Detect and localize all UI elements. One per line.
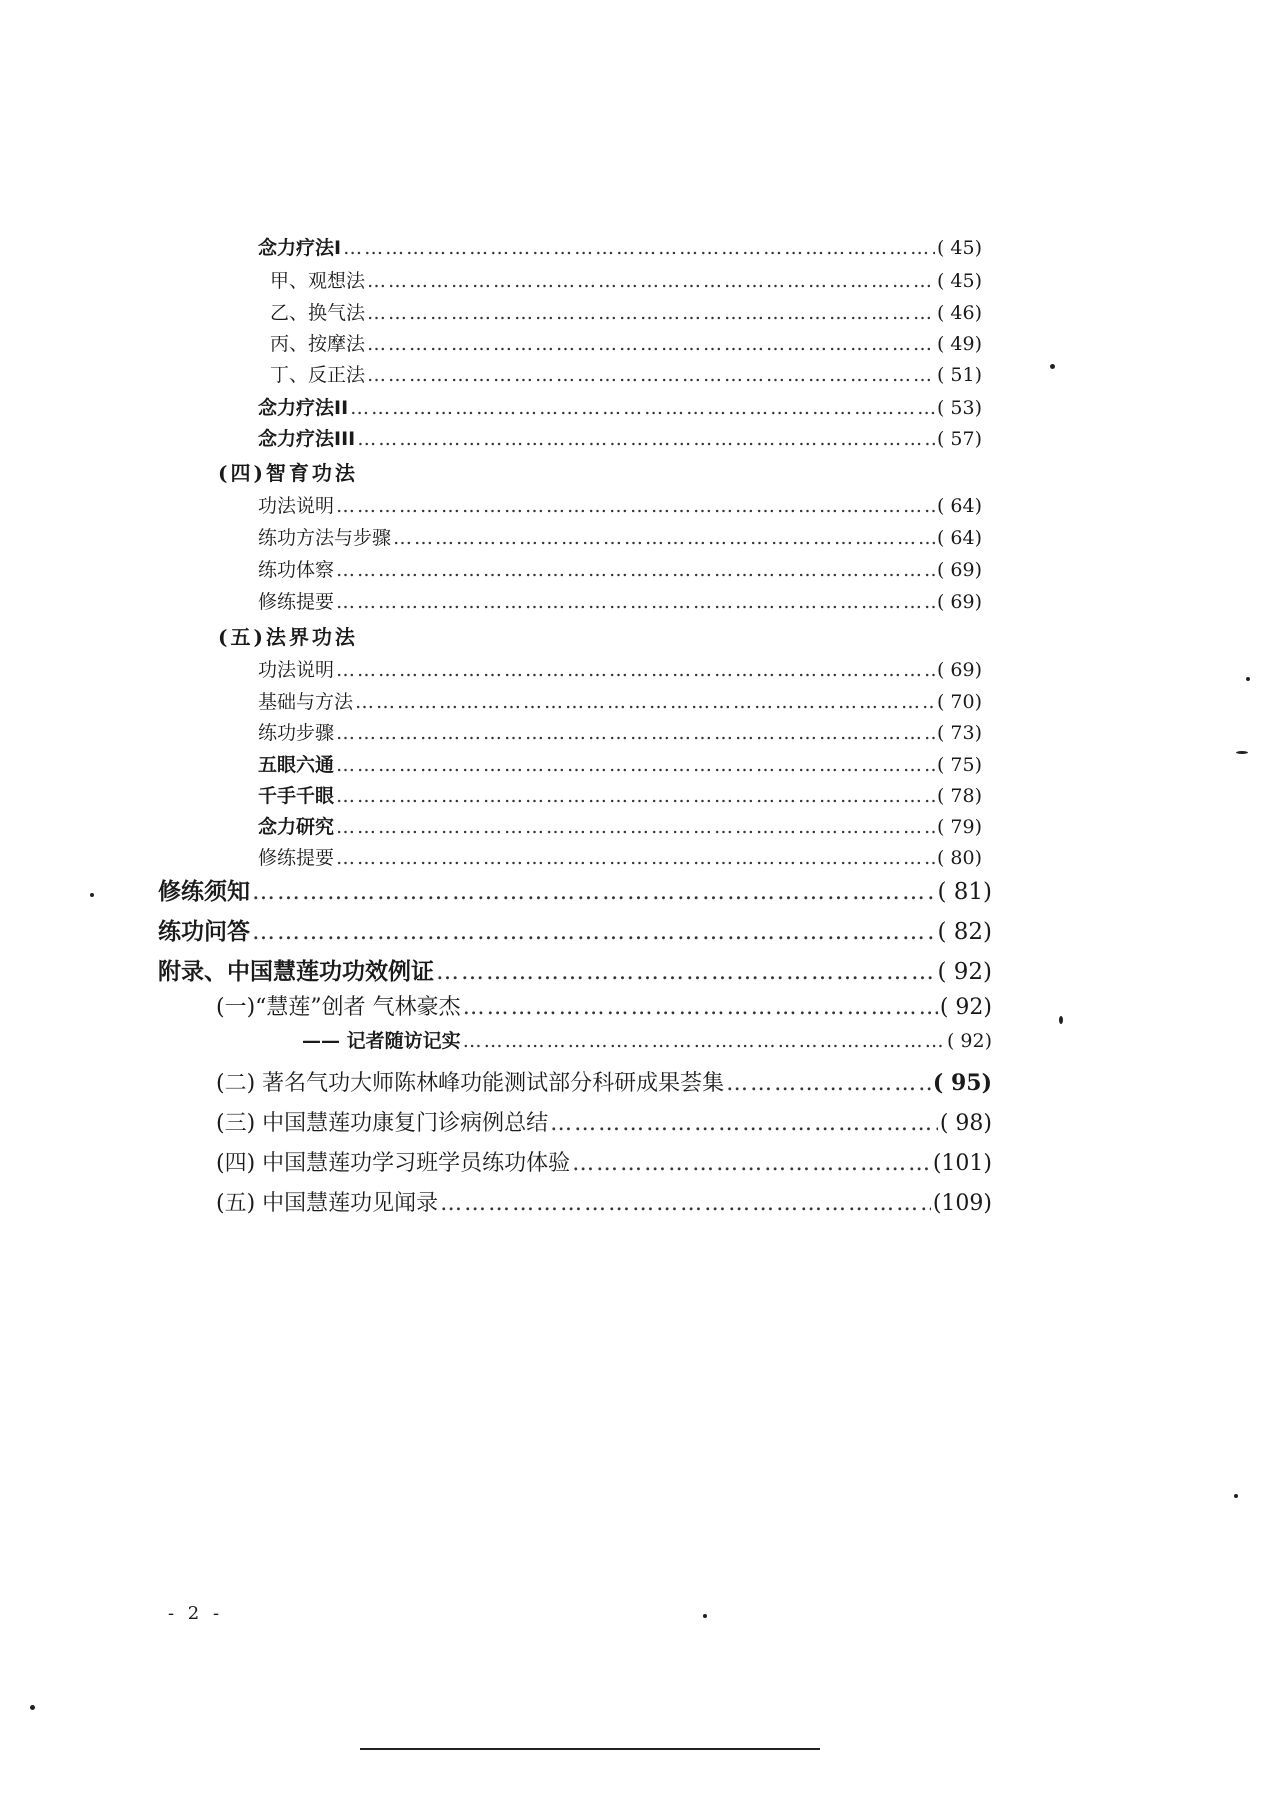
scan-artifact-line — [360, 1748, 820, 1750]
toc-label: 功法说明 — [258, 495, 335, 517]
scan-speck — [1236, 751, 1248, 754]
toc-entry-ding — [270, 360, 982, 386]
toc-label: 功法说明 — [258, 659, 335, 681]
leader-dots — [436, 959, 935, 985]
toc-label: 练功问答 — [158, 919, 250, 945]
leader-dots — [336, 495, 935, 517]
toc-page: ( 80) — [936, 847, 982, 869]
scan-speck — [90, 893, 94, 897]
toc-label: 修练提要 — [258, 591, 335, 613]
leader-dots — [336, 722, 935, 744]
toc-label: (二) 著名气功大师陈林峰功能测试部分科研成果荟集 — [216, 1071, 725, 1096]
toc-label: 丙、按摩法 — [270, 333, 366, 355]
toc-label: 乙、换气法 — [270, 302, 366, 324]
toc-entry-nianli-3 — [258, 424, 982, 450]
leader-dots — [550, 1111, 938, 1136]
toc-page: ( 53) — [936, 397, 982, 419]
leader-dots — [367, 270, 935, 292]
toc-page: ( 95) — [932, 1070, 992, 1096]
toc-page: ( 57) — [936, 428, 982, 450]
toc-label: (三) 中国慧莲功康复门诊病例总结 — [216, 1111, 549, 1136]
leader-dots — [572, 1151, 931, 1176]
leader-dots — [336, 559, 935, 581]
toc-page: (101) — [932, 1151, 992, 1176]
toc-entry-nianli-2 — [258, 393, 982, 419]
leader-dots — [336, 591, 935, 613]
leader-dots — [355, 691, 935, 713]
toc-entry-bing — [270, 329, 982, 355]
toc-page: ( 46) — [936, 302, 982, 324]
leader-dots — [336, 847, 935, 869]
toc-entry-s4-explain — [258, 491, 982, 517]
toc-entry-jia — [270, 266, 982, 292]
page-number: - 2 - — [168, 1603, 224, 1624]
leader-dots — [252, 919, 935, 945]
leader-dots — [252, 879, 935, 905]
toc-page: ( 79) — [936, 816, 982, 838]
toc-label: (一)“慧莲”创者 气林豪杰 — [216, 995, 461, 1020]
toc-label: 练功步骤 — [258, 722, 335, 744]
leader-dots — [357, 428, 935, 450]
toc-page: ( 64) — [936, 527, 982, 549]
scan-speck — [1059, 1016, 1063, 1024]
leader-dots — [367, 302, 935, 324]
toc-label: 基础与方法 — [258, 691, 354, 713]
leader-dots — [367, 333, 935, 355]
leader-dots — [336, 659, 935, 681]
toc-entry-app1-sub — [302, 1026, 992, 1058]
toc-page: ( 92) — [937, 959, 992, 985]
toc-page: ( 49) — [936, 333, 982, 355]
toc-page: (109) — [932, 1191, 992, 1216]
toc-label: 念力疗法III — [258, 428, 356, 450]
toc-page: ( 70) — [936, 691, 982, 713]
toc-entry-appendix — [158, 953, 992, 985]
toc-label: 甲、观想法 — [270, 270, 366, 292]
scan-speck — [1234, 1494, 1238, 1498]
toc-label: 丁、反正法 — [270, 364, 366, 386]
toc-page: ( 75) — [936, 754, 982, 776]
toc-label: (五) 中国慧莲功见闻录 — [216, 1191, 439, 1216]
leader-dots — [336, 785, 935, 807]
toc-entry-s5-steps — [258, 718, 982, 744]
toc-label: 练功方法与步骤 — [258, 527, 392, 549]
toc-label: 念力疗法I — [258, 237, 342, 259]
toc-page: ( 78) — [936, 785, 982, 807]
toc-entry-s5-explain — [258, 655, 982, 681]
toc-label: (四) 中国慧莲功学习班学员练功体验 — [216, 1151, 571, 1176]
toc-page: ( 45) — [936, 237, 982, 259]
toc-label: 修练提要 — [258, 847, 335, 869]
toc-page: ( 64) — [936, 495, 982, 517]
toc-entry-app3 — [216, 1106, 992, 1138]
scan-speck — [703, 1614, 707, 1618]
toc-page: ( 92) — [946, 1030, 992, 1052]
toc-page: ( 82) — [937, 919, 992, 945]
toc-page: ( 51) — [936, 364, 982, 386]
leader-dots — [440, 1191, 931, 1216]
scan-speck — [1050, 364, 1055, 369]
leader-dots — [336, 754, 935, 776]
toc-entry-s5-qianshou — [258, 781, 982, 807]
toc-label: 附录、中国慧莲功功效例证 — [158, 959, 434, 985]
toc-entry-s4-method — [258, 523, 982, 549]
scan-speck — [30, 1705, 35, 1710]
toc-page: ( 81) — [937, 879, 992, 905]
toc-label: —— 记者随访记实 — [302, 1030, 461, 1052]
toc-label: 念力研究 — [258, 816, 335, 838]
toc-page: ( 45) — [936, 270, 982, 292]
toc-entry-s5-tips — [258, 843, 982, 869]
toc-entry-xiulian — [158, 873, 992, 905]
toc-entry-s4-experience — [258, 555, 982, 581]
toc-entry-app2 — [216, 1066, 992, 1098]
section-heading-5: (五)法界功法 — [218, 625, 358, 649]
toc-entry-nianli-1 — [258, 233, 982, 259]
toc-entry-s5-basic — [258, 687, 982, 713]
toc-entry-yi — [270, 298, 982, 324]
leader-dots — [463, 1030, 945, 1052]
leader-dots — [350, 397, 935, 419]
toc-page: ( 92) — [939, 995, 992, 1020]
toc-entry-s5-nianli — [258, 812, 982, 838]
toc-label: 练功体察 — [258, 559, 335, 581]
section-heading-4: (四)智育功法 — [218, 461, 358, 485]
toc-entry-app1 — [216, 990, 992, 1022]
toc-entry-app5 — [216, 1186, 992, 1218]
toc-entry-s5-wuyan — [258, 750, 982, 776]
toc-page: ( 98) — [939, 1111, 992, 1136]
toc-label: 念力疗法II — [258, 397, 349, 419]
scan-speck — [1246, 677, 1250, 681]
toc-entry-app4 — [216, 1146, 992, 1178]
toc-label: 修练须知 — [158, 879, 250, 905]
leader-dots — [367, 364, 935, 386]
leader-dots — [336, 816, 935, 838]
toc-page: ( 69) — [936, 591, 982, 613]
leader-dots — [726, 1071, 931, 1096]
toc-label: 千手千眼 — [258, 785, 335, 807]
toc-entry-wenda — [158, 913, 992, 945]
toc-page: ( 69) — [936, 559, 982, 581]
toc-page: ( 69) — [936, 659, 982, 681]
toc-label: 五眼六通 — [258, 754, 335, 776]
toc-page: ( 73) — [936, 722, 982, 744]
leader-dots — [343, 237, 935, 259]
leader-dots — [393, 527, 935, 549]
toc-entry-s4-tips — [258, 587, 982, 613]
leader-dots — [463, 995, 938, 1020]
